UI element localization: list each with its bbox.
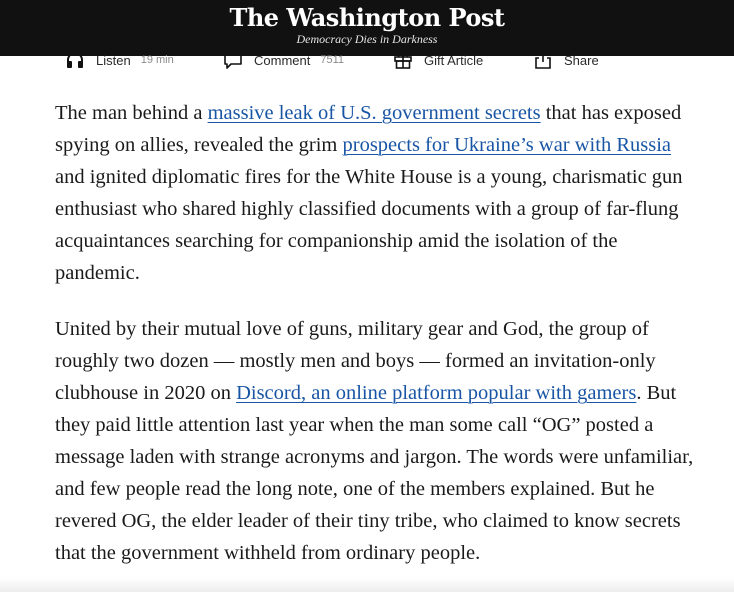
comment-count: 7511 xyxy=(320,54,345,66)
comment-label: Comment xyxy=(254,52,311,68)
listen-duration: 19 min xyxy=(140,54,174,66)
tagline: Democracy Dies in Darkness xyxy=(296,32,438,46)
masthead[interactable] xyxy=(0,4,734,46)
listen-button[interactable] xyxy=(64,44,174,76)
gift-article-button[interactable] xyxy=(392,44,483,76)
gift-article-label: Gift Article xyxy=(424,52,484,68)
gift-icon xyxy=(392,49,414,71)
article-body xyxy=(55,97,695,593)
headphones-icon xyxy=(64,49,86,71)
share-label: Share xyxy=(564,52,599,68)
comment-icon xyxy=(222,49,244,71)
paragraph-text: that has exposed spying on allies, revealed the grim xyxy=(55,102,682,156)
article-paragraph-1 xyxy=(55,97,695,289)
share-icon xyxy=(532,49,554,71)
paragraph-text: The man behind a xyxy=(55,102,208,124)
paragraph-text: and ignited diplomatic fires for the White House is a young, charismatic gun enthusiast who shared highly classified documents with a group of far-flung acquaintances searching for companionship amid the isolation of the pandemic. xyxy=(55,166,683,284)
article-paragraph-2 xyxy=(55,313,695,569)
paragraph-text: . But they paid little attention last year when the man some call “OG” posted a message laden with strange acronyms and jargon. The words were unfamiliar, and few people read the long note, one of the members explained. But he revered OG, the elder leader of their tiny tribe, who claimed to know secrets that the government withheld from ordinary people. xyxy=(55,382,694,564)
listen-label: Listen xyxy=(96,52,131,68)
discord-link[interactable]: Discord, an online platform popular with gamers xyxy=(236,382,637,404)
ukraine-war-link[interactable]: prospects for Ukraine’s war with Russia xyxy=(342,134,672,156)
leak-secrets-link[interactable]: massive leak of U.S. government secrets xyxy=(207,102,541,124)
comment-button[interactable] xyxy=(222,44,344,76)
share-button[interactable] xyxy=(532,44,599,76)
bottom-fade xyxy=(0,578,734,592)
paragraph-text: United by their mutual love of guns, military gear and God, the group of roughly two dozen — mostly men and boys — formed an invitation-only clubhouse in 2020 on xyxy=(55,318,656,404)
brand-logo[interactable]: The Washington Post xyxy=(229,3,505,32)
article-actions xyxy=(0,44,734,76)
